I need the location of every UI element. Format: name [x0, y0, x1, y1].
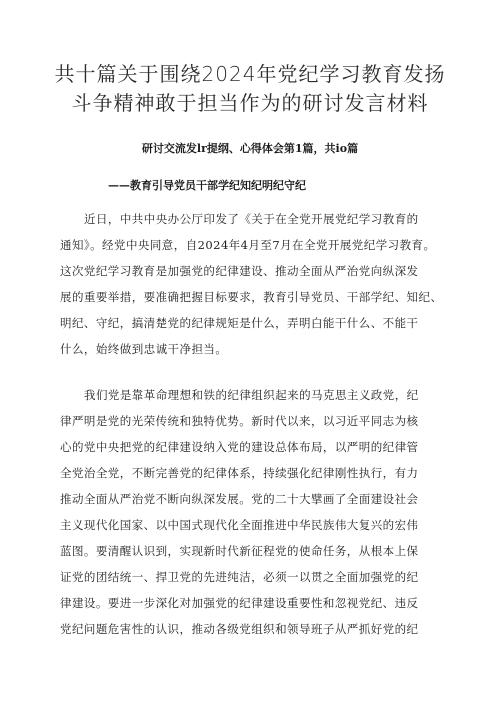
paragraph-line: 展的重要举措，要准确把握目标要求，教育引导党员、干部学纪、知纪、	[60, 290, 443, 304]
document-tagline: ——教育引导党员干部学纪知纪明纪守纪	[108, 179, 306, 192]
paragraph-line: 推动全面从严治党不断向纵深发展。党的二十大擘画了全面建设社会	[60, 492, 419, 506]
paragraph-line: 全党治全党，不断完善党的纪律体系，持续强化纪律刚性执行，有力	[60, 466, 419, 480]
document-title-line-2: 斗争精神敢于担当作为的研讨发言材料	[71, 91, 429, 115]
paragraph-line: 律严明是党的光荣传统和独特优势。新时代以来，以习近平同志为核	[60, 414, 419, 428]
paragraph-line: 律建设。要进一步深化对加强党的纪律建设重要性和忽视党纪、违反	[60, 596, 419, 610]
paragraph-line: 党纪问题危害性的认识，推动各级党组织和领导班子从严抓好党的纪	[60, 622, 419, 636]
document-subtitle: 研讨交流发lr提纲、心得体会第1篇，共io篇	[141, 142, 359, 155]
paragraph-line: 主义现代化国家、以中国式现代化全面推进中华民族伟大复兴的宏伟	[60, 518, 419, 532]
paragraph-line: 明纪、守纪，搞清楚党的纪律规矩是什么，弄明白能干什么、不能干	[60, 316, 419, 330]
paragraph-line: 近日，中共中央办公厅印发了《关于在全党开展党纪学习教育的	[84, 212, 419, 226]
paragraph-line: 心的党中央把党的纪律建设纳入党的建设总体布局，以严明的纪律管	[60, 440, 419, 454]
paragraph-line: 我们党是靠革命理想和铁的纪律组织起来的马克思主义政党，纪	[84, 388, 419, 402]
paragraph-line: 什么，始终做到忠诚干净担当。	[60, 342, 228, 356]
paragraph-line: 证党的团结统一、捍卫党的先进纯洁，必须一以贯之全面加强党的纪	[60, 570, 419, 584]
document-title-line-1: 共十篇关于围绕2024年党纪学习教育发扬	[54, 62, 446, 86]
paragraph-line: 这次党纪学习教育是加强党的纪律建设、推动全面从严治党向纵深发	[60, 264, 419, 278]
paragraph-line: 通知》。经党中央同意，自2024年4月至7月在全党开展党纪学习教育。	[60, 238, 436, 252]
paragraph-line: 蓝图。要清醒认识到，实现新时代新征程党的使命任务，从根本上保	[60, 544, 419, 558]
